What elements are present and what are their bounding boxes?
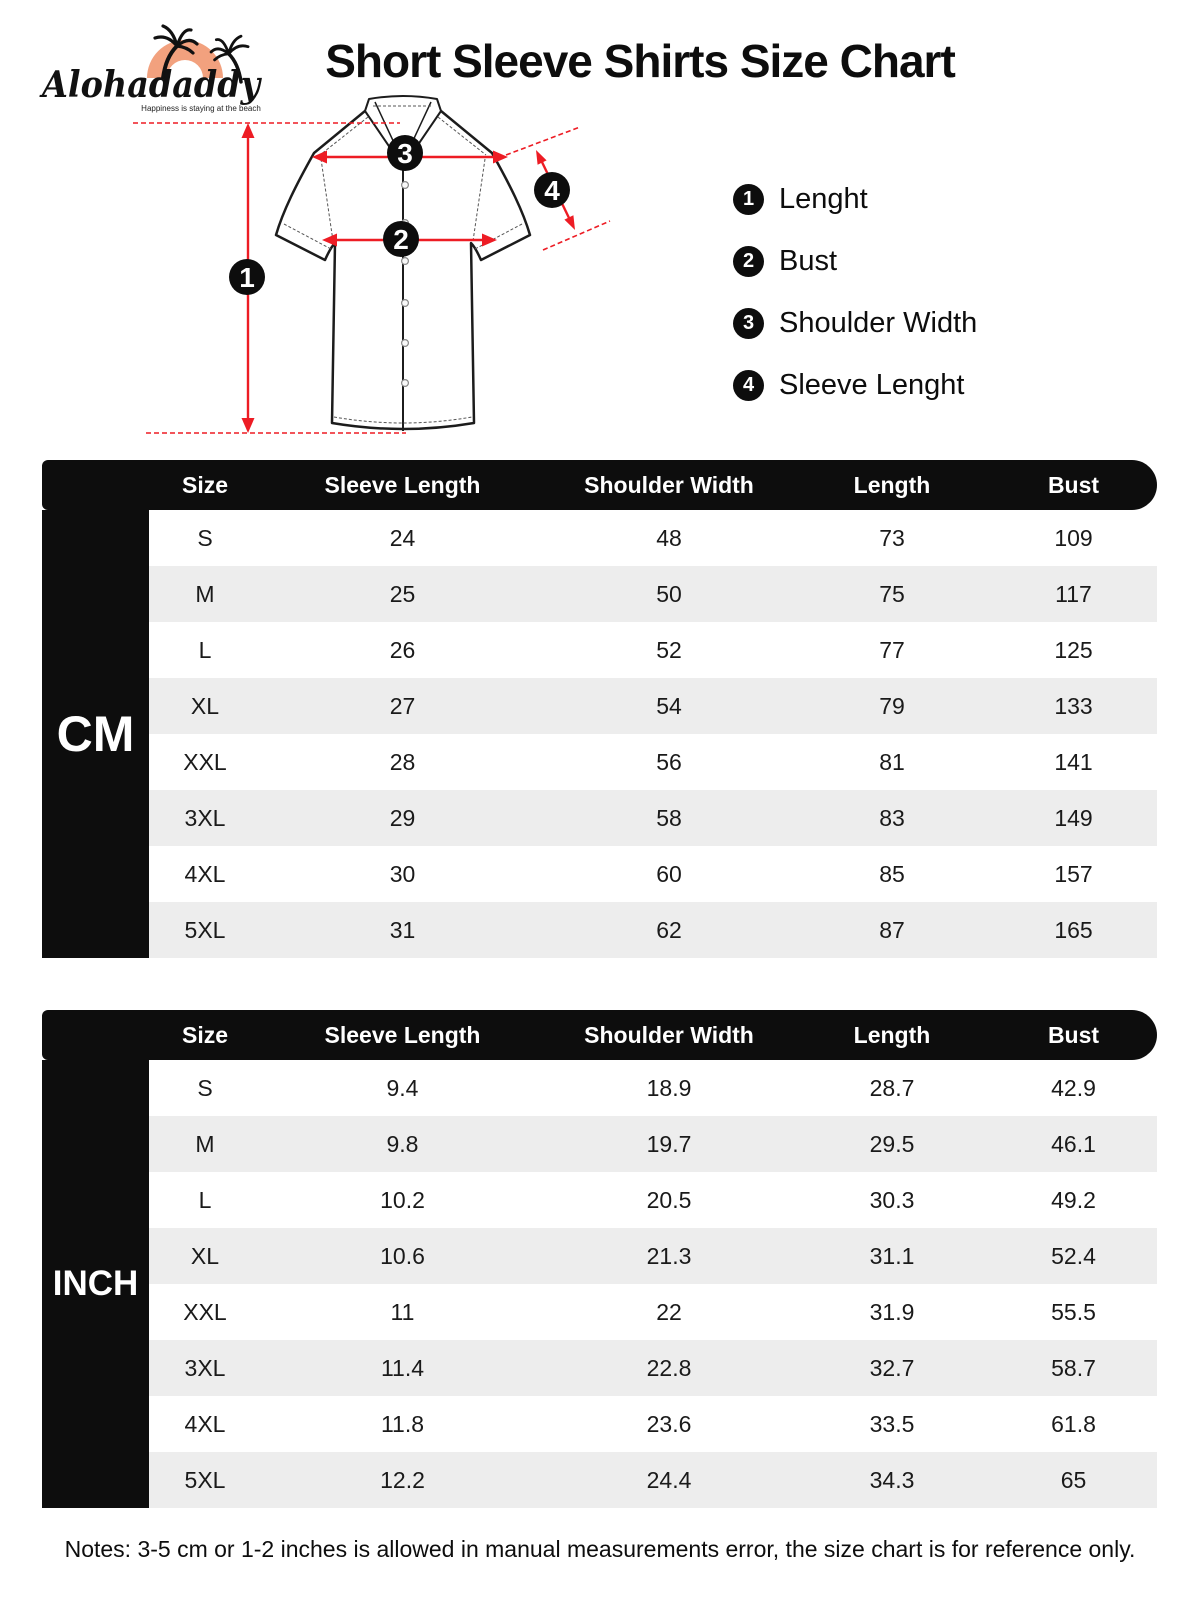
legend-label: Shoulder Width bbox=[779, 306, 978, 339]
table-row bbox=[149, 678, 1157, 734]
table-body bbox=[42, 510, 1157, 958]
value-cell: 30 bbox=[389, 860, 416, 887]
marker-3 bbox=[387, 135, 423, 171]
table-header-row bbox=[42, 1010, 1157, 1060]
size-cell: S bbox=[197, 524, 213, 551]
value-cell: 58.7 bbox=[1051, 1354, 1096, 1381]
value-cell: 65 bbox=[1060, 1466, 1087, 1493]
table-row bbox=[149, 510, 1157, 566]
value-cell: 50 bbox=[656, 580, 682, 607]
unit-label-inch: INCH bbox=[42, 1060, 149, 1508]
value-cell: 9.4 bbox=[386, 1074, 419, 1101]
value-cell: 165 bbox=[1054, 916, 1093, 943]
column-header: Length bbox=[853, 471, 931, 498]
column-header: Sleeve Length bbox=[324, 471, 481, 498]
column-header: Size bbox=[181, 1021, 229, 1048]
value-cell: 109 bbox=[1054, 524, 1093, 551]
value-cell: 12.2 bbox=[380, 1466, 425, 1493]
value-cell: 48 bbox=[656, 524, 682, 551]
value-cell: 31 bbox=[389, 916, 416, 943]
value-cell: 27 bbox=[389, 692, 416, 719]
size-table-inch bbox=[42, 1010, 1157, 1508]
table-row bbox=[149, 734, 1157, 790]
value-cell: 29.5 bbox=[869, 1130, 915, 1157]
value-cell: 58 bbox=[656, 804, 682, 831]
unit-label-cm: CM bbox=[42, 510, 149, 958]
value-cell: 87 bbox=[879, 916, 905, 943]
value-cell: 56 bbox=[656, 748, 682, 775]
legend-label: Lenght bbox=[779, 182, 868, 215]
svg-text:2: 2 bbox=[393, 224, 409, 255]
value-cell: 29 bbox=[389, 804, 416, 831]
value-cell: 52 bbox=[656, 636, 682, 663]
column-header: Length bbox=[853, 1021, 931, 1048]
svg-text:4: 4 bbox=[544, 175, 560, 206]
value-cell: 125 bbox=[1054, 636, 1093, 663]
value-cell: 77 bbox=[879, 636, 905, 663]
column-header: Sleeve Length bbox=[324, 1021, 481, 1048]
svg-text:3: 3 bbox=[397, 138, 413, 169]
column-header: Bust bbox=[1047, 1021, 1100, 1048]
value-cell: 79 bbox=[879, 692, 905, 719]
size-cell: XL bbox=[190, 692, 220, 719]
shirt-diagram-svg bbox=[128, 93, 650, 441]
size-cell: M bbox=[195, 580, 215, 607]
legend-number-badge: 1 bbox=[733, 184, 764, 215]
value-cell: 25 bbox=[389, 580, 416, 607]
value-cell: 18.9 bbox=[646, 1074, 692, 1101]
value-cell: 31.1 bbox=[869, 1242, 915, 1269]
marker-2 bbox=[383, 221, 419, 257]
value-cell: 30.3 bbox=[869, 1186, 915, 1213]
value-cell: 52.4 bbox=[1051, 1242, 1096, 1269]
value-cell: 149 bbox=[1054, 804, 1093, 831]
legend-item-shoulder-width bbox=[733, 307, 977, 339]
column-header: Shoulder Width bbox=[584, 471, 754, 498]
page-title: Short Sleeve Shirts Size Chart bbox=[325, 35, 955, 87]
value-cell: 21.3 bbox=[646, 1242, 692, 1269]
table-header-row bbox=[42, 460, 1157, 510]
legend-label: Bust bbox=[779, 244, 838, 277]
value-cell: 46.1 bbox=[1051, 1130, 1096, 1157]
table-row bbox=[149, 1060, 1157, 1116]
size-cell: XXL bbox=[183, 748, 227, 775]
size-cell: M bbox=[195, 1130, 215, 1157]
table-row bbox=[149, 902, 1157, 958]
value-cell: 9.8 bbox=[386, 1130, 419, 1157]
table-row bbox=[149, 1340, 1157, 1396]
table-row bbox=[149, 1396, 1157, 1452]
brand-name: Alohadaddy bbox=[39, 64, 262, 106]
size-cell: XL bbox=[190, 1242, 220, 1269]
table-rows bbox=[149, 510, 1157, 958]
value-cell: 20.5 bbox=[646, 1186, 692, 1213]
value-cell: 73 bbox=[879, 524, 905, 551]
column-header: Bust bbox=[1047, 471, 1100, 498]
measurement-legend bbox=[733, 183, 977, 431]
table-row bbox=[149, 1228, 1157, 1284]
value-cell: 141 bbox=[1054, 748, 1093, 775]
value-cell: 26 bbox=[389, 636, 416, 663]
size-cell: XXL bbox=[183, 1298, 227, 1325]
value-cell: 75 bbox=[879, 580, 905, 607]
value-cell: 24 bbox=[389, 524, 416, 551]
size-cell: 5XL bbox=[184, 916, 226, 943]
value-cell: 11.4 bbox=[380, 1354, 425, 1381]
value-cell: 81 bbox=[879, 748, 905, 775]
table-row bbox=[149, 1116, 1157, 1172]
legend-number-badge: 3 bbox=[733, 308, 764, 339]
size-cell: L bbox=[198, 1186, 212, 1213]
size-table-cm bbox=[42, 460, 1157, 958]
value-cell: 83 bbox=[879, 804, 905, 831]
legend-item-length bbox=[733, 183, 977, 215]
legend-item-sleeve-length bbox=[733, 369, 977, 401]
value-cell: 10.2 bbox=[380, 1186, 425, 1213]
table-row bbox=[149, 1172, 1157, 1228]
brand-tagline: Happiness is staying at the beach bbox=[141, 104, 261, 113]
value-cell: 85 bbox=[879, 860, 905, 887]
table-row bbox=[149, 790, 1157, 846]
value-cell: 157 bbox=[1054, 860, 1093, 887]
size-cell: 4XL bbox=[184, 860, 226, 887]
table-rows bbox=[149, 1060, 1157, 1508]
table-row bbox=[149, 846, 1157, 902]
value-cell: 19.7 bbox=[646, 1130, 692, 1157]
value-cell: 54 bbox=[656, 692, 682, 719]
value-cell: 42.9 bbox=[1051, 1074, 1096, 1101]
table-row bbox=[149, 1452, 1157, 1508]
value-cell: 11 bbox=[390, 1298, 415, 1325]
value-cell: 49.2 bbox=[1051, 1186, 1096, 1213]
marker-1 bbox=[229, 259, 265, 295]
value-cell: 32.7 bbox=[869, 1354, 915, 1381]
table-row bbox=[149, 566, 1157, 622]
size-cell: 3XL bbox=[184, 1354, 226, 1381]
shirt-measurement-diagram bbox=[128, 93, 650, 441]
table-body bbox=[42, 1060, 1157, 1508]
value-cell: 22 bbox=[656, 1298, 682, 1325]
value-cell: 10.6 bbox=[380, 1242, 425, 1269]
column-header: Shoulder Width bbox=[584, 1021, 754, 1048]
legend-label: Sleeve Lenght bbox=[779, 368, 965, 401]
value-cell: 60 bbox=[656, 860, 682, 887]
value-cell: 28 bbox=[389, 748, 416, 775]
legend-item-bust bbox=[733, 245, 977, 277]
value-cell: 34.3 bbox=[869, 1466, 915, 1493]
size-cell: 5XL bbox=[184, 1466, 226, 1493]
value-cell: 55.5 bbox=[1051, 1298, 1096, 1325]
value-cell: 23.6 bbox=[646, 1410, 692, 1437]
notes-text: Notes: 3-5 cm or 1-2 inches is allowed in manual measurements error, the size chart is for reference only. bbox=[64, 1536, 1136, 1562]
value-cell: 28.7 bbox=[869, 1074, 915, 1101]
size-cell: S bbox=[197, 1074, 213, 1101]
size-cell: 3XL bbox=[184, 804, 226, 831]
value-cell: 33.5 bbox=[869, 1410, 915, 1437]
table-row bbox=[149, 622, 1157, 678]
svg-text:1: 1 bbox=[239, 262, 255, 293]
value-cell: 117 bbox=[1055, 580, 1092, 607]
marker-4 bbox=[534, 172, 570, 208]
value-cell: 62 bbox=[656, 916, 682, 943]
legend-number-badge: 4 bbox=[733, 370, 764, 401]
size-cell: L bbox=[198, 636, 212, 663]
value-cell: 31.9 bbox=[869, 1298, 915, 1325]
value-cell: 11.8 bbox=[380, 1410, 425, 1437]
legend-number-badge: 2 bbox=[733, 246, 764, 277]
size-cell: 4XL bbox=[184, 1410, 226, 1437]
value-cell: 24.4 bbox=[646, 1466, 692, 1493]
column-header: Size bbox=[181, 471, 229, 498]
value-cell: 133 bbox=[1054, 692, 1093, 719]
value-cell: 61.8 bbox=[1051, 1410, 1096, 1437]
value-cell: 22.8 bbox=[646, 1354, 692, 1381]
table-row bbox=[149, 1284, 1157, 1340]
